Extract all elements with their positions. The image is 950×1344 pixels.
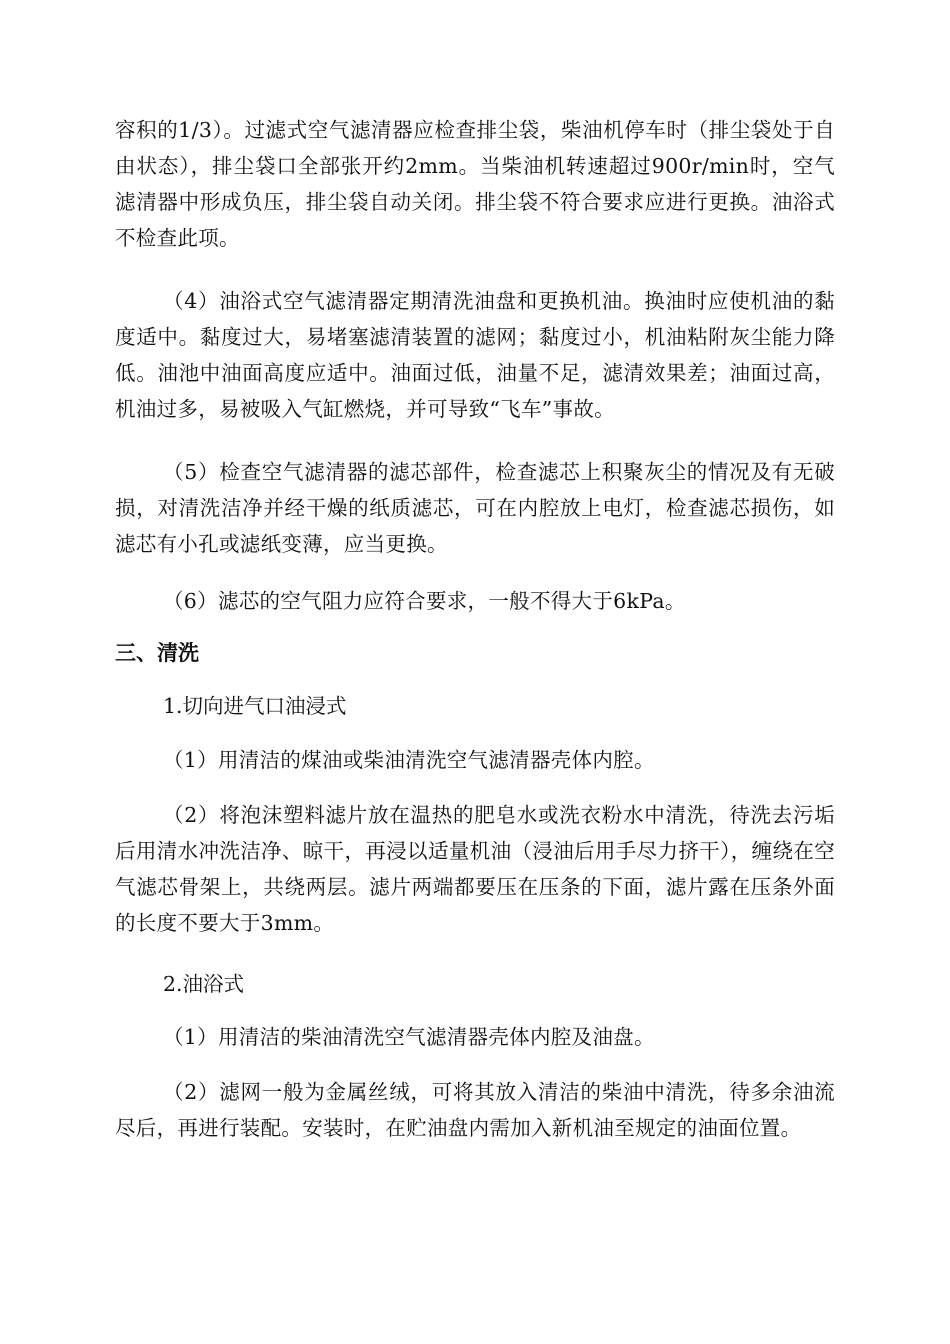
paragraph-item-4: （4）油浴式空气滤清器定期清洗油盘和更换机油。换油时应使机油的黏度适中。黏度过大，易堵塞滤清装置的滤网；黏度过小，机油粘附灰尘能力降低。油池中油面高度应适中。油面过低，油量不足，滤清效果差；油面过高，机油过多，易被吸入气缸燃烧，并可导致“飞车”事故。	[115, 289, 835, 421]
subheading-tangential-oil-immersion: 1.切向进气口油浸式	[163, 694, 347, 718]
paragraph-air-filter-dust-bag: 容积的1/3）。过滤式空气滤清器应检查排尘袋，柴油机停车时（排尘袋处于自由状态），排尘袋口全部张开约2mm。当柴油机转速超过900r/min时，空气滤清器中形成负压，排尘袋自动关闭。排尘袋不符合要求应进行更换。油浴式不检查此项。	[115, 118, 835, 250]
paragraph-item-6: （6）滤芯的空气阻力应符合要求，一般不得大于6kPa。	[163, 589, 686, 613]
subheading-oil-bath: 2.油浴式	[163, 972, 245, 996]
paragraph-foam-filter-cleaning: （2）将泡沫塑料滤片放在温热的肥皂水或洗衣粉水中清洗，待洗去污垢后用清水冲洗洁净、晾干，再浸以适量机油（浸油后用手尽力挤干），缠绕在空气滤芯骨架上，共绕两层。滤片两端都要压在压条的下面，滤片露在压条外面的长度不要大于3mm。	[115, 803, 835, 935]
section-heading-cleaning: 三、清洗	[115, 641, 199, 665]
paragraph-wire-mesh-cleaning: （2）滤网一般为金属丝绒，可将其放入清洁的柴油中清洗，待多余油流尽后，再进行装配。安装时，在贮油盘内需加入新机油至规定的油面位置。	[115, 1080, 835, 1140]
paragraph-item-5: （5）检查空气滤清器的滤芯部件，检查滤芯上积聚灰尘的情况及有无破损，对清洗洁净并经干燥的纸质滤芯，可在内腔放上电灯，检查滤芯损伤，如滤芯有小孔或滤纸变薄，应当更换。	[115, 460, 835, 556]
paragraph-clean-housing-oil-pan: （1）用清洁的柴油清洗空气滤清器壳体内腔及油盘。	[163, 1025, 655, 1049]
paragraph-clean-housing: （1）用清洁的煤油或柴油清洗空气滤清器壳体内腔。	[163, 748, 655, 772]
